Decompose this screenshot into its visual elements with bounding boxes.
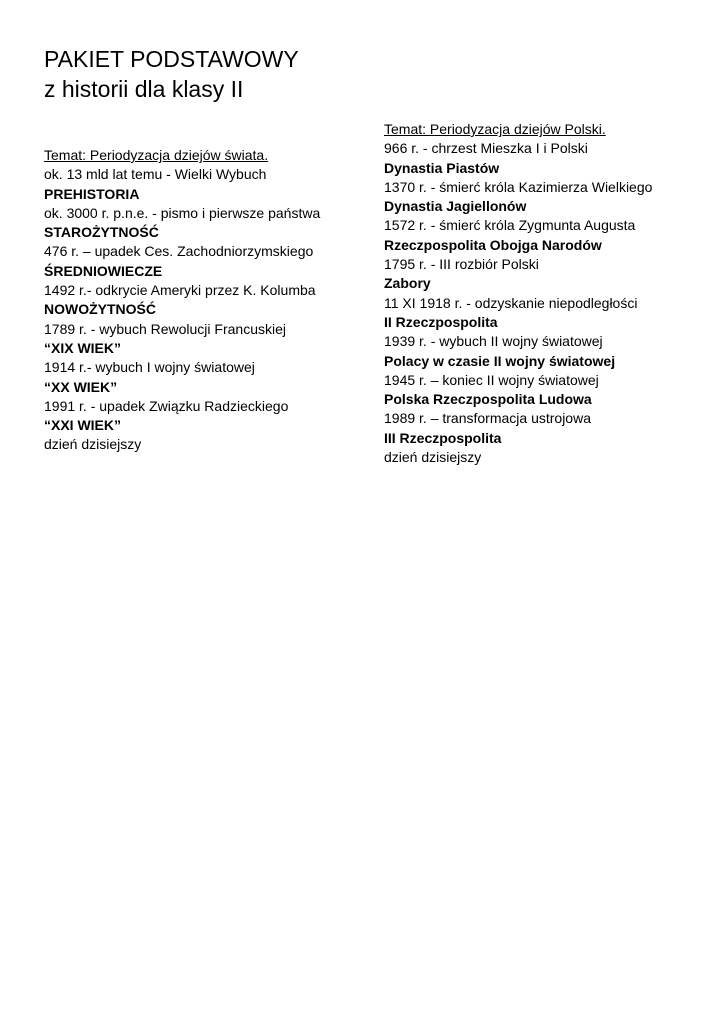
event-line: 1989 r. – transformacja ustrojowa [384,410,591,427]
poland-periodization-column [384,120,652,467]
event-line: 966 r. - chrzest Mieszka I i Polski [384,140,588,157]
period-name: Dynastia Jagiellonów [384,198,527,215]
event-line: 476 r. – upadek Ces. Zachodniorzymskiego [44,243,314,260]
event-line: 1370 r. - śmierć króla Kazimierza Wielkiego [384,178,653,195]
period-name: PREHISTORIA [44,185,140,202]
period-name: Polska Rzeczpospolita Ludowa [384,391,592,408]
event-line: ok. 13 mld lat temu - Wielki Wybuch [44,166,267,183]
event-line: 1991 r. - upadek Związku Radzieckiego [44,397,289,414]
event-line: ok. 3000 r. p.n.e. - pismo i pierwsze państwa [44,204,321,221]
period-name: “XX WIEK” [44,378,118,395]
event-line: dzień dzisiejszy [44,436,142,453]
period-name: NOWOŻYTNOŚĆ [44,301,156,318]
event-line: 1572 r. - śmierć króla Zygmunta Augusta [384,217,636,234]
period-name: Polacy w czasie II wojny światowej [384,352,616,369]
title-line-2: z historii dla klasy II [44,76,244,102]
event-line: 1492 r.- odkrycie Ameryki przez K. Kolumba [44,282,316,299]
period-name: ŚREDNIOWIECZE [44,262,163,279]
period-name: Rzeczpospolita Obojga Narodów [384,236,602,253]
title-line-1: PAKIET PODSTAWOWY [44,46,299,72]
event-line: 1914 r.- wybuch I wojny światowej [44,359,255,376]
event-line: 1795 r. - III rozbiór Polski [384,256,539,273]
world-periodization-column [44,146,320,455]
poland-topic-heading: Temat: Periodyzacja dziejów Polski. [384,121,606,137]
document-title [44,44,299,104]
period-name: Dynastia Piastów [384,159,500,176]
period-name: “XXI WIEK” [44,417,122,434]
world-topic-heading: Temat: Periodyzacja dziejów świata. [44,147,269,163]
period-name: II Rzeczpospolita [384,313,498,330]
event-line: dzień dzisiejszy [384,449,482,466]
event-line: 1789 r. - wybuch Rewolucji Francuskiej [44,320,286,337]
event-line: 1939 r. - wybuch II wojny światowej [384,333,603,350]
period-name: Zabory [384,275,431,292]
event-line: 11 XI 1918 r. - odzyskanie niepodległości [384,294,638,311]
period-name: III Rzeczpospolita [384,429,502,446]
period-name: STAROŻYTNOŚĆ [44,224,159,241]
event-line: 1945 r. – koniec II wojny światowej [384,371,599,388]
period-name: “XIX WIEK” [44,339,122,356]
